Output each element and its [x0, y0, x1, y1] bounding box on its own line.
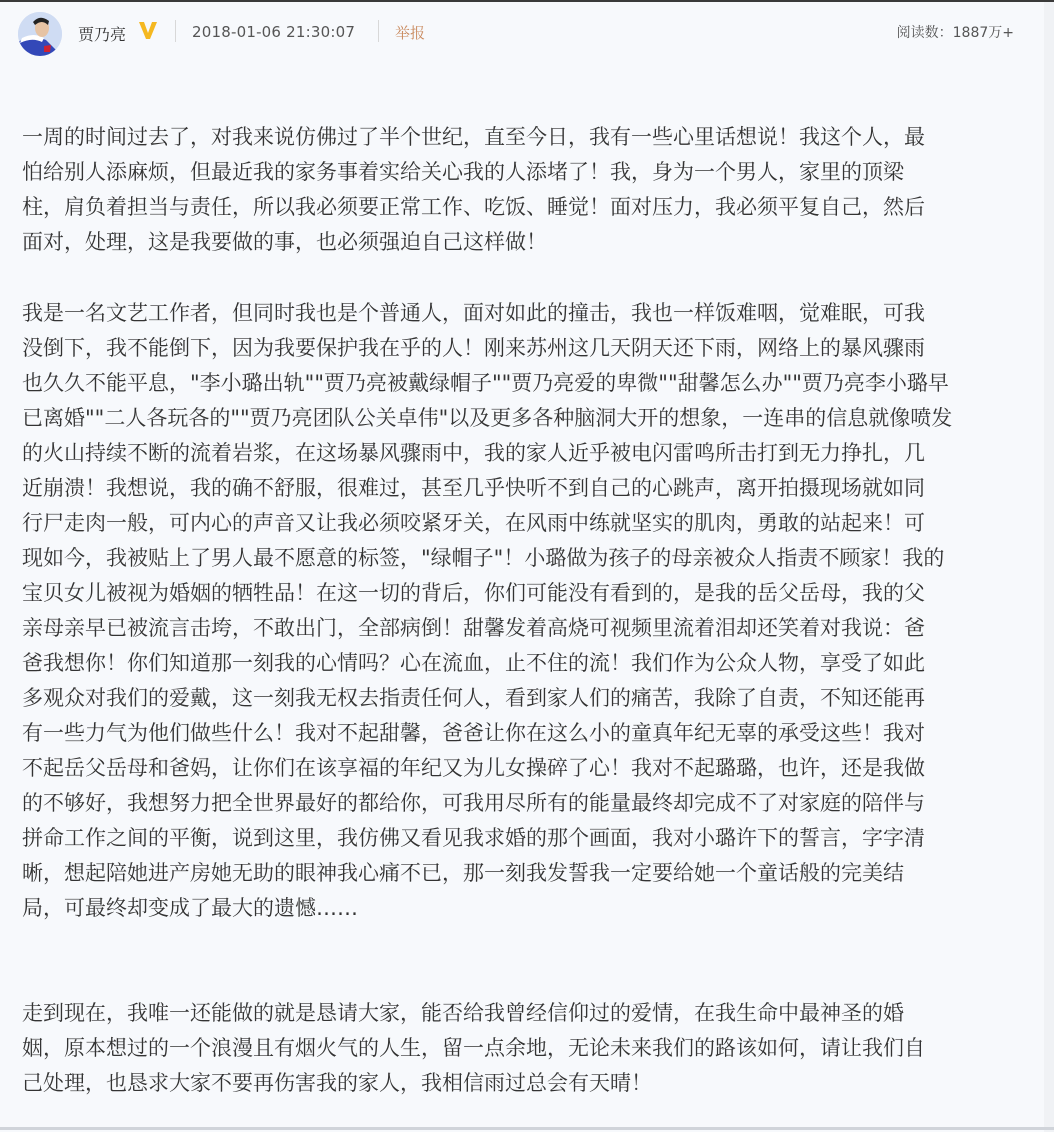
text-line: 行尸走肉一般，可内心的声音又让我必须咬紧牙关，在风雨中练就坚实的肌肉，勇敢的站起来！可	[22, 511, 925, 535]
text-line: 近崩溃！我想说，我的确不舒服，很难过，甚至几乎快听不到自己的心跳声，离开拍摄现场就如同	[22, 476, 925, 500]
paragraph-1	[22, 120, 925, 260]
text-line: 晰，想起陪她进产房她无助的眼神我心痛不已，那一刻我发誓我一定要给她一个童话般的完美结	[22, 861, 904, 885]
text-line: 的不够好，我想努力把全世界最好的都给你，可我用尽所有的能量最终却完成不了对家庭的陪伴与	[22, 791, 925, 815]
text-line: 也久久不能平息，"李小璐出轨""贾乃亮被戴绿帽子""贾乃亮爱的卑微""甜馨怎么办""贾乃亮李小璐早	[22, 371, 949, 395]
text-line: 己处理，也恳求大家不要再伤害我的家人，我相信雨过总会有天晴！	[22, 1071, 652, 1095]
paragraph-3	[22, 996, 925, 1101]
text-line: 没倒下，我不能倒下，因为我要保护我在乎的人！刚来苏州这几天阴天还下雨，网络上的暴风骤雨	[22, 336, 925, 360]
post-header	[0, 2, 1054, 64]
divider	[378, 20, 379, 42]
text-line: 亲母亲早已被流言击垮，不敢出门，全部病倒！甜馨发着高烧可视频里流着泪却还笑着对我说：爸	[22, 616, 925, 640]
report-link[interactable]: 举报	[395, 24, 426, 42]
text-line: 的火山持续不断的流着岩浆，在这场暴风骤雨中，我的家人近乎被电闪雷鸣所击打到无力挣扎，几	[22, 441, 925, 465]
text-line: 宝贝女儿被视为婚姻的牺牲品！在这一切的背后，你们可能没有看到的，是我的岳父岳母，我的父	[22, 581, 925, 605]
paragraph-2	[22, 296, 952, 926]
text-line: 局，可最终却变成了最大的遗憾……	[22, 896, 358, 920]
avatar[interactable]	[18, 12, 62, 56]
text-line: 拼命工作之间的平衡，说到这里，我仿佛又看见我求婚的那个画面，我对小璐许下的誓言，字字清	[22, 826, 925, 850]
text-line: 怕给别人添麻烦，但最近我的家务事着实给关心我的人添堵了！我，身为一个男人，家里的顶梁	[22, 160, 904, 184]
text-line: 走到现在，我唯一还能做的就是恳请大家，能否给我曾经信仰过的爱情，在我生命中最神圣的婚	[22, 1001, 904, 1025]
text-line: 现如今，我被贴上了男人最不愿意的标签，"绿帽子"！小璐做为孩子的母亲被众人指责不顾家！我的	[22, 546, 945, 570]
text-line: 姻，原本想过的一个浪漫且有烟火气的人生，留一点余地，无论未来我们的路该如何，请让我们自	[22, 1036, 925, 1060]
text-line: 柱，肩负着担当与责任，所以我必须要正常工作、吃饭、睡觉！面对压力，我必须平复自己，然后	[22, 195, 925, 219]
text-line: 一周的时间过去了，对我来说仿佛过了半个世纪，直至今日，我有一些心里话想说！我这个人，最	[22, 125, 925, 149]
text-line: 不起岳父岳母和爸妈，让你们在该享福的年纪又为儿女操碎了心！我对不起璐璐，也许，还是我做	[22, 756, 925, 780]
author-name[interactable]: 贾乃亮	[78, 25, 127, 44]
text-line: 爸我想你！你们知道那一刻我的心情吗？心在流血，止不住的流！我们作为公众人物，享受了如此	[22, 651, 925, 675]
text-line: 有一些力气为他们做些什么！我对不起甜馨，爸爸让你在这么小的童真年纪无辜的承受这些！我对	[22, 721, 925, 745]
verified-badge-icon	[136, 18, 160, 42]
text-line: 面对，处理，这是我要做的事，也必须强迫自己这样做！	[22, 230, 547, 254]
divider	[175, 20, 176, 42]
text-line: 我是一名文艺工作者，但同时我也是个普通人，面对如此的撞击，我也一样饭难咽，觉难眠，可我	[22, 301, 925, 325]
read-count: 阅读数：1887万+	[896, 25, 1014, 41]
post-timestamp[interactable]: 2018-01-06 21:30:07	[192, 23, 356, 41]
text-line: 多观众对我们的爱戴，这一刻我无权去指责任何人，看到家人们的痛苦，我除了自责，不知还能再	[22, 686, 925, 710]
user-avatar-icon	[18, 12, 62, 56]
frame-edge	[1044, 2, 1054, 1132]
text-line: 已离婚""二人各玩各的""贾乃亮团队公关卓伟"以及更多各种脑洞大开的想象，一连串的信息就像喷发	[22, 406, 953, 430]
